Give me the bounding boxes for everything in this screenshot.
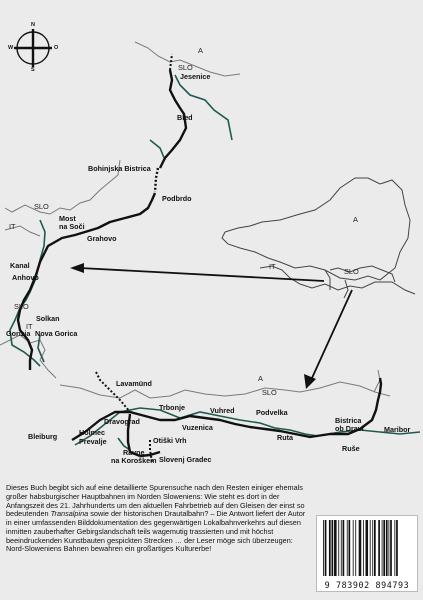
barcode-bar [382, 520, 383, 576]
compass-north-label: N [31, 22, 35, 28]
barcode-bar [332, 520, 334, 576]
barcode-bar [325, 520, 327, 576]
isbn-number: 9 783902 894793 [324, 580, 410, 590]
place-podvelka: Podvelka [256, 408, 288, 417]
book-description [6, 484, 310, 554]
arrow-to-top-map [70, 263, 324, 281]
barcode-bar [390, 520, 392, 576]
place-nova-gorica: Nova Gorica [35, 329, 78, 338]
place-solkan: Solkan [36, 314, 60, 323]
barcode-bar [394, 520, 395, 576]
place-dravograd: Dravograd [104, 417, 140, 426]
place-kanal: Kanal [10, 261, 30, 270]
barcode-bar [372, 520, 373, 576]
country-label-a-top: A [198, 46, 203, 55]
barcode-bar [338, 520, 339, 576]
barcode-bar [383, 520, 385, 576]
place-ravne-na-koroskem: Ravne na Koroškem [111, 448, 157, 465]
barcode-bar [323, 520, 324, 576]
arrow-to-bottom-map [304, 290, 352, 389]
barcode-bar [386, 520, 388, 576]
barcode-bars [317, 516, 417, 578]
place-maribor: Maribor [384, 425, 411, 434]
place-jesenice: Jesenice [180, 72, 211, 81]
place-bistrica-ob-dravi: Bistrica ob Dravi [335, 416, 364, 433]
barcode-bar [370, 520, 371, 576]
country-label-a-lower: A [258, 374, 263, 383]
inset-label-slo: SLO [344, 267, 359, 276]
place-anhovo: Anhovo [12, 273, 39, 282]
place-trbonje: Trbonje [159, 403, 185, 412]
inset-slovenia-border [330, 266, 395, 282]
country-label-slo-lower: SLO [262, 388, 277, 397]
book-description-part-2: sowie der historischen Drautalbahn? – Die Antwort liefert der Autor in einer umfassenden Bilddokumentation des gegenwärtigen Lokalbahnverkehrs auf diesen inmitten zauberhafter Gebirgslandschaft teils wagemutig trassierten und mit höchst beeindruckenden Kunstbauten gespickten Strecken … der Leser möge sich überzeugen: Nord-Sloweniens Bahnen bewahren ein großartiges Kulturerbe! [6, 509, 306, 554]
barcode-bar [347, 520, 348, 576]
barcode-bar [378, 520, 380, 576]
country-label-slo-top: SLO [178, 63, 193, 72]
compass-west-label: W [8, 45, 14, 51]
place-most-na-soci: Most na Soči [59, 214, 85, 231]
barcode-bar [396, 520, 398, 576]
place-gorizia: Gorizia [6, 329, 31, 338]
place-podbrdo: Podbrdo [162, 194, 192, 203]
country-label-slo-bottom: SLO [14, 302, 29, 311]
barcode-bar [363, 520, 364, 576]
place-bleiburg: Bleiburg [28, 432, 58, 441]
country-borders-bottom [60, 370, 390, 398]
book-description-italic: Transalpina [50, 509, 89, 519]
book-description-part-1: Dieses Buch begibt sich auf eine detaillierte Spurensuche nach den Resten einiger ehemals großer habsburgischer Hauptbahnen im Norden Sloweniens: Wie steht es dort in der Anfangszeit des 21. Jahrhunderts um den aktuellen Fahrbetrieb auf den Gleisen der einst so bedeutenden [6, 483, 305, 519]
barcode-bar [343, 520, 345, 576]
country-label-slo-left: SLO [34, 202, 49, 211]
barcode-bar [359, 520, 362, 576]
place-bled: Bled [177, 113, 193, 122]
compass-south-label: S [31, 67, 35, 73]
place-lavamund: Lavamünd [116, 379, 152, 388]
place-ruse: Ruše [342, 444, 360, 453]
inset-label-a: A [353, 215, 358, 224]
barcode-bar [341, 520, 342, 576]
place-slovenj-gradec: Slovenj Gradec [159, 455, 212, 464]
barcode-bar [329, 520, 331, 576]
barcode-bar [374, 520, 376, 576]
barcode-bar [388, 520, 389, 576]
rivers-bottom [75, 408, 420, 450]
barcode-bar [355, 520, 356, 576]
place-bohinjska-bistrica: Bohinjska Bistrica [88, 164, 151, 173]
barcode-bar [349, 520, 351, 576]
place-ruta: Ruta [277, 433, 293, 442]
inset-label-it: IT [269, 262, 276, 271]
country-label-it-bottom: IT [26, 322, 33, 331]
barcode-bar [353, 520, 354, 576]
railway-transalpina [18, 70, 186, 370]
barcode-bar [366, 520, 369, 576]
country-label-it-left: IT [9, 222, 16, 231]
place-prevalje: Prevalje [79, 437, 107, 446]
place-holmec: Holmec [79, 428, 105, 437]
barcode-bar [334, 520, 337, 576]
compass-rose-icon [14, 29, 52, 67]
place-vuzenica: Vuzenica [182, 423, 213, 432]
compass-east-label: O [54, 45, 59, 51]
place-vuhred: Vuhred [210, 406, 235, 415]
place-grahovo: Grahovo [87, 234, 117, 243]
place-otiski-vrh: Otiški Vrh [153, 436, 187, 445]
